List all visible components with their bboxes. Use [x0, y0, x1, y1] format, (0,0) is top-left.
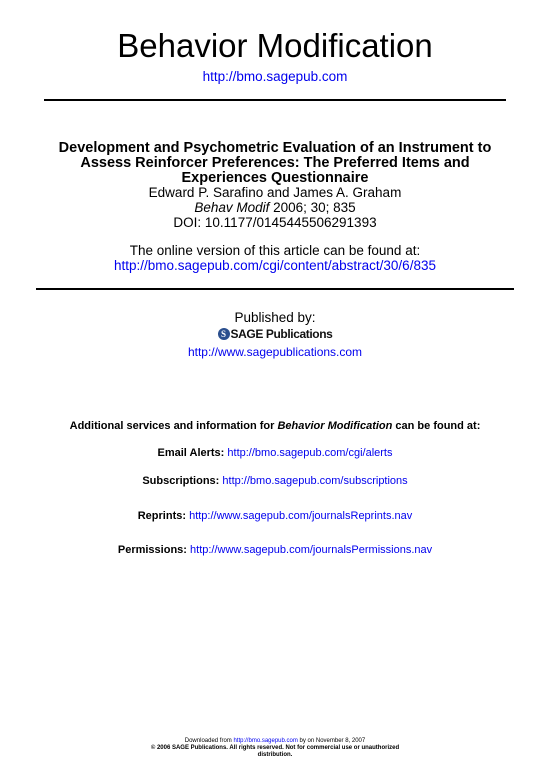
permissions-label: Permissions: — [117, 544, 187, 556]
citation-details: 2006; 30; 835 — [269, 200, 356, 215]
sage-logo-text: SAGE Publications — [230, 327, 333, 341]
reprints-link[interactable]: http://www.sagepub.com/journalsReprints.nav — [189, 510, 413, 522]
sage-logo-icon: S — [218, 328, 230, 340]
email-alerts-label: Email Alerts: — [157, 447, 225, 459]
additional-suffix: can be found at: — [392, 420, 481, 432]
download-source-link[interactable]: http://bmo.sagepub.com — [233, 738, 298, 744]
article-doi: DOI: 10.1177/0145445506291393 — [173, 215, 377, 230]
middle-divider — [36, 288, 514, 290]
article-title-line-3: Experiences Questionnaire — [181, 170, 369, 186]
reprints-label: Reprints: — [137, 510, 187, 522]
reprints-row — [0, 509, 550, 523]
citation-journal: Behav Modif — [194, 200, 270, 215]
article-title-line-1: Development and Psychometric Evaluation of an Instrument to — [58, 140, 492, 156]
publisher-url-container — [0, 345, 550, 359]
copyright-notice: © 2006 SAGE Publications. All rights reserved. Not for commercial use or unauthorized — [150, 745, 400, 751]
top-divider — [44, 99, 506, 101]
online-version-link[interactable]: http://bmo.sagepub.com/cgi/content/abstract/30/6/835 — [114, 258, 436, 273]
subscriptions-row — [0, 474, 550, 488]
additional-services-heading — [0, 419, 550, 433]
journal-url-link[interactable]: http://bmo.sagepub.com — [202, 69, 348, 84]
permissions-link[interactable]: http://www.sagepub.com/journalsPermissions.nav — [190, 544, 433, 556]
published-by-label: Published by: — [234, 310, 316, 325]
additional-prefix: Additional services and information for — [69, 420, 278, 432]
permissions-row — [0, 543, 550, 557]
subscriptions-link[interactable]: http://bmo.sagepub.com/subscriptions — [222, 475, 408, 487]
online-version-url-container — [0, 258, 550, 274]
subscriptions-label: Subscriptions: — [142, 475, 220, 487]
article-authors: Edward P. Sarafino and James A. Graham — [148, 185, 402, 200]
article-citation — [0, 200, 550, 216]
download-notice — [0, 738, 550, 745]
download-suffix: by on November 8, 2007 — [297, 738, 366, 744]
email-alerts-row — [0, 446, 550, 460]
download-prefix: Downloaded from — [184, 738, 234, 744]
publisher-url-link[interactable]: http://www.sagepublications.com — [187, 345, 363, 359]
journal-title: Behavior Modification — [117, 27, 433, 64]
online-version-text: The online version of this article can be found at: — [129, 243, 421, 258]
email-alerts-link[interactable]: http://bmo.sagepub.com/cgi/alerts — [227, 447, 393, 459]
article-title-line-2: Assess Reinforcer Preferences: The Preferred Items and — [80, 155, 470, 171]
additional-journal: Behavior Modification — [277, 420, 393, 432]
sage-publications-logo — [0, 326, 550, 342]
journal-url-container — [0, 69, 550, 85]
distribution-notice: distribution. — [257, 752, 293, 758]
